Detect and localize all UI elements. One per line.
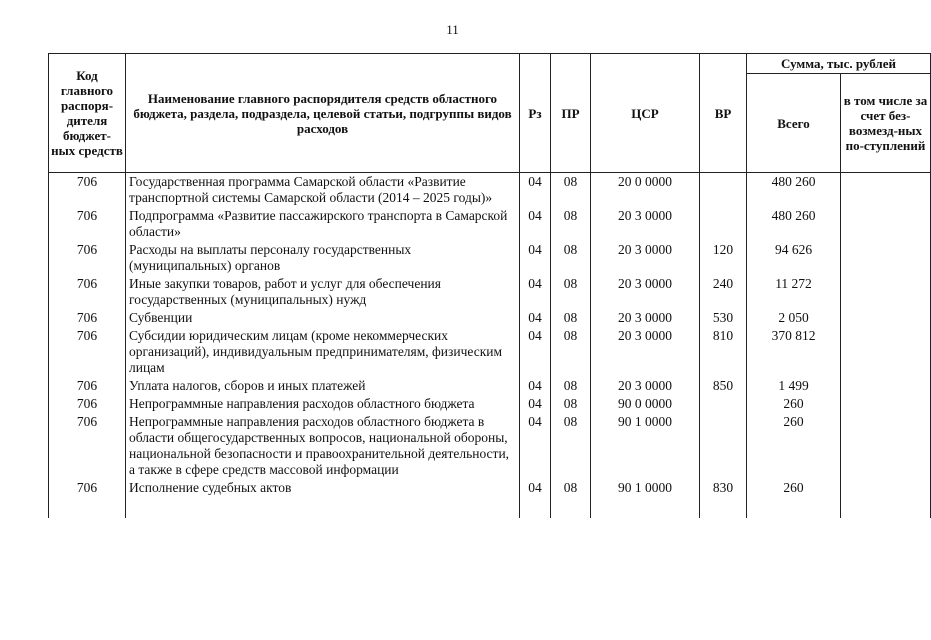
header-sum-group: Сумма, тыс. рублей xyxy=(747,54,931,74)
header-vr: ВР xyxy=(700,54,747,173)
cell-name: Расходы на выплаты персоналу государственных (муниципальных) органов xyxy=(126,241,520,275)
cell-name: Непрограммные направления расходов областного бюджета xyxy=(126,395,520,413)
cell-csr: 20 3 0000 xyxy=(591,377,700,395)
table-row xyxy=(49,173,931,208)
cell-name: Иные закупки товаров, работ и услуг для обеспечения государственных (муниципальных) нужд xyxy=(126,275,520,309)
cell-csr: 90 0 0000 xyxy=(591,395,700,413)
cell-csr: 20 3 0000 xyxy=(591,327,700,377)
cell-csr: 90 1 0000 xyxy=(591,413,700,479)
table-row xyxy=(49,207,931,241)
cell-total: 1 499 xyxy=(747,377,841,395)
cell-total: 480 260 xyxy=(747,207,841,241)
cell-gratuitous xyxy=(841,173,931,208)
cell-rz: 04 xyxy=(520,207,551,241)
cell-rz: 04 xyxy=(520,173,551,208)
cell-rz: 04 xyxy=(520,327,551,377)
cell-vr: 850 xyxy=(700,377,747,395)
cell-rz: 04 xyxy=(520,395,551,413)
cell-pr: 08 xyxy=(551,275,591,309)
cell-code: 706 xyxy=(49,395,126,413)
cell-rz: 04 xyxy=(520,275,551,309)
header-csr: ЦСР xyxy=(591,54,700,173)
cell-vr: 830 xyxy=(700,479,747,518)
cell-vr: 810 xyxy=(700,327,747,377)
cell-name: Субсидии юридическим лицам (кроме некоммерческих организаций), индивидуальным предпринимателям, физическим лицам xyxy=(126,327,520,377)
cell-gratuitous xyxy=(841,377,931,395)
table-row xyxy=(49,241,931,275)
cell-rz: 04 xyxy=(520,241,551,275)
header-pr: ПР xyxy=(551,54,591,173)
cell-csr: 20 3 0000 xyxy=(591,241,700,275)
header-code: Код главного распоря-дителя бюджет-ных средств xyxy=(49,54,126,173)
cell-code: 706 xyxy=(49,309,126,327)
cell-vr xyxy=(700,395,747,413)
cell-pr: 08 xyxy=(551,327,591,377)
cell-csr: 20 3 0000 xyxy=(591,309,700,327)
header-total: Всего xyxy=(747,74,841,173)
header-rz: Рз xyxy=(520,54,551,173)
cell-gratuitous xyxy=(841,207,931,241)
cell-pr: 08 xyxy=(551,241,591,275)
cell-rz: 04 xyxy=(520,413,551,479)
cell-vr xyxy=(700,173,747,208)
cell-total: 260 xyxy=(747,395,841,413)
cell-pr: 08 xyxy=(551,479,591,518)
cell-gratuitous xyxy=(841,275,931,309)
cell-pr: 08 xyxy=(551,413,591,479)
table-row xyxy=(49,479,931,518)
cell-code: 706 xyxy=(49,207,126,241)
cell-total: 2 050 xyxy=(747,309,841,327)
cell-vr: 240 xyxy=(700,275,747,309)
cell-vr xyxy=(700,207,747,241)
cell-gratuitous xyxy=(841,395,931,413)
cell-gratuitous xyxy=(841,479,931,518)
cell-total: 11 272 xyxy=(747,275,841,309)
cell-pr: 08 xyxy=(551,377,591,395)
cell-name: Подпрограмма «Развитие пассажирского транспорта в Самарской области» xyxy=(126,207,520,241)
cell-code: 706 xyxy=(49,173,126,208)
cell-name: Государственная программа Самарской области «Развитие транспортной системы Самарской области (2014 – 2025 годы)» xyxy=(126,173,520,208)
cell-gratuitous xyxy=(841,309,931,327)
cell-name: Субвенции xyxy=(126,309,520,327)
cell-total: 480 260 xyxy=(747,173,841,208)
cell-pr: 08 xyxy=(551,309,591,327)
cell-name: Исполнение судебных актов xyxy=(126,479,520,518)
cell-gratuitous xyxy=(841,413,931,479)
cell-code: 706 xyxy=(49,377,126,395)
cell-pr: 08 xyxy=(551,395,591,413)
table-row xyxy=(49,377,931,395)
cell-name: Непрограммные направления расходов областного бюджета в области общегосударственных вопросов, национальной обороны, национальной безопасности и правоохранительной деятельности, а также в сфере средств массовой информации xyxy=(126,413,520,479)
cell-rz: 04 xyxy=(520,377,551,395)
cell-code: 706 xyxy=(49,479,126,518)
header-gratuitous: в том числе за счет без-возмезд-ных по-ступлений xyxy=(841,74,931,173)
cell-pr: 08 xyxy=(551,173,591,208)
header-row-top xyxy=(49,54,931,74)
table-row xyxy=(49,327,931,377)
table-row xyxy=(49,275,931,309)
cell-csr: 20 3 0000 xyxy=(591,207,700,241)
table-body xyxy=(49,173,931,519)
cell-vr: 530 xyxy=(700,309,747,327)
cell-total: 260 xyxy=(747,413,841,479)
cell-total: 370 812 xyxy=(747,327,841,377)
budget-expenditure-table xyxy=(48,53,931,518)
cell-code: 706 xyxy=(49,241,126,275)
cell-total: 260 xyxy=(747,479,841,518)
cell-pr: 08 xyxy=(551,207,591,241)
header-name: Наименование главного распорядителя средств областного бюджета, раздела, подраздела, целевой статьи, подгруппы видов расходов xyxy=(126,54,520,173)
cell-csr: 20 3 0000 xyxy=(591,275,700,309)
cell-csr: 90 1 0000 xyxy=(591,479,700,518)
cell-gratuitous xyxy=(841,327,931,377)
cell-gratuitous xyxy=(841,241,931,275)
cell-vr: 120 xyxy=(700,241,747,275)
table-row xyxy=(49,395,931,413)
table-row xyxy=(49,413,931,479)
cell-name: Уплата налогов, сборов и иных платежей xyxy=(126,377,520,395)
cell-rz: 04 xyxy=(520,479,551,518)
cell-csr: 20 0 0000 xyxy=(591,173,700,208)
cell-rz: 04 xyxy=(520,309,551,327)
cell-code: 706 xyxy=(49,413,126,479)
cell-code: 706 xyxy=(49,275,126,309)
cell-vr xyxy=(700,413,747,479)
table-header xyxy=(49,54,931,173)
cell-total: 94 626 xyxy=(747,241,841,275)
page-number: 11 xyxy=(446,22,459,37)
cell-code: 706 xyxy=(49,327,126,377)
table-row xyxy=(49,309,931,327)
